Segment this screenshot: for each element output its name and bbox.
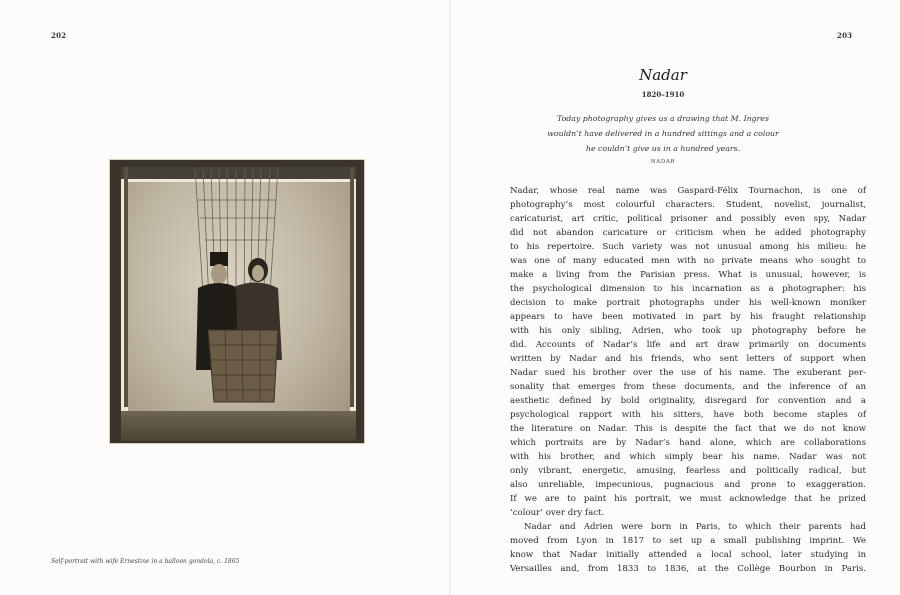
- chapter-dates: 1820–1910: [641, 90, 685, 99]
- body-line: Nadar, whose real name was Gaspard-Félix Tournachon, is one of: [510, 186, 866, 196]
- photo-caption: Self-portrait with wife Ernestine in a balloon gondola, c. 1865: [51, 558, 240, 565]
- body-line: also unreliable, impecunious, pugnacious and prone to exaggeration.: [510, 480, 866, 490]
- body-line: written by Nadar and his friends, who sent letters of support when: [510, 354, 866, 364]
- body-line: aesthetic defined by bold originality, disregard for convention and a: [510, 396, 866, 406]
- page-number-left: 202: [51, 31, 67, 40]
- body-line: decision to make portrait photographs under his well-known moniker: [510, 298, 866, 308]
- body-line: know that Nadar initially attended a local school, later studying in: [510, 550, 866, 560]
- page-number-right: 203: [837, 31, 853, 40]
- epigraph-line: Today photography gives us a drawing that M. Ingres: [556, 114, 770, 123]
- body-line: with his only sibling, Adrien, who took up photography before he: [510, 326, 866, 336]
- body-text: [510, 184, 866, 576]
- body-line: was one of many educated men with no private means who sought to: [510, 256, 866, 266]
- body-line: only vibrant, energetic, amusing, fearless and politically radical, but: [510, 466, 866, 476]
- body-line: the literature on Nadar. This is despite the fact that we do not know: [510, 424, 866, 434]
- body-line: which portraits are by Nadar’s hand alone, which are collaborations: [510, 438, 866, 448]
- chapter-title: Nadar: [639, 66, 687, 84]
- balloon-gondola-photograph: [110, 160, 364, 443]
- epigraph-line: he couldn’t give us in a hundred years.: [585, 144, 741, 153]
- body-line: with his brother, and which simply bear his name. Nadar was not: [510, 452, 866, 462]
- body-line: appears to have been motivated in part by his fraught relationship: [510, 312, 866, 322]
- epigraph-line: wouldn’t have delivered in a hundred sittings and a colour: [547, 129, 779, 138]
- body-line: Versailles and, from 1833 to 1836, at the Collège Bourbon in Paris.: [510, 564, 866, 574]
- epigraph-attribution: NADAR: [650, 159, 676, 165]
- body-line: moved from Lyon in 1817 to set up a small publishing imprint. We: [510, 536, 866, 546]
- body-line: make a living from the Parisian press. What is unusual, however, is: [510, 270, 866, 280]
- epigraph-quote: [450, 111, 876, 156]
- body-line: sonality that emerges from these documents, and the inference of an: [510, 382, 866, 392]
- body-line: If we are to paint his portrait, we must acknowledge that he prized: [510, 494, 866, 504]
- body-line: did. Accounts of Nadar’s life and art draw primarily on documents: [510, 340, 866, 350]
- photo-frame-border: [110, 160, 364, 443]
- body-line: photography’s most colourful characters. Student, novelist, journalist,: [510, 200, 866, 210]
- body-line: did not abandon caricature or criticism when he added photography: [510, 228, 866, 238]
- body-line: the psychological dimension to his incarnation as a photographer: his: [510, 284, 866, 294]
- body-line: caricaturist, art critic, political prisoner and possibly even spy, Nadar: [510, 214, 866, 224]
- body-line: Nadar and Adrien were born in Paris, to which their parents had: [524, 522, 866, 532]
- body-line: ‘colour’ over dry fact.: [510, 508, 605, 518]
- body-line: Nadar sued his brother over the use of his name. The exuberant per-: [510, 368, 866, 378]
- body-line: psychological rapport with his sitters, have both become staples of: [510, 410, 866, 420]
- body-line: to his repertoire. Such variety was not unusual among his milieu: he: [510, 242, 866, 252]
